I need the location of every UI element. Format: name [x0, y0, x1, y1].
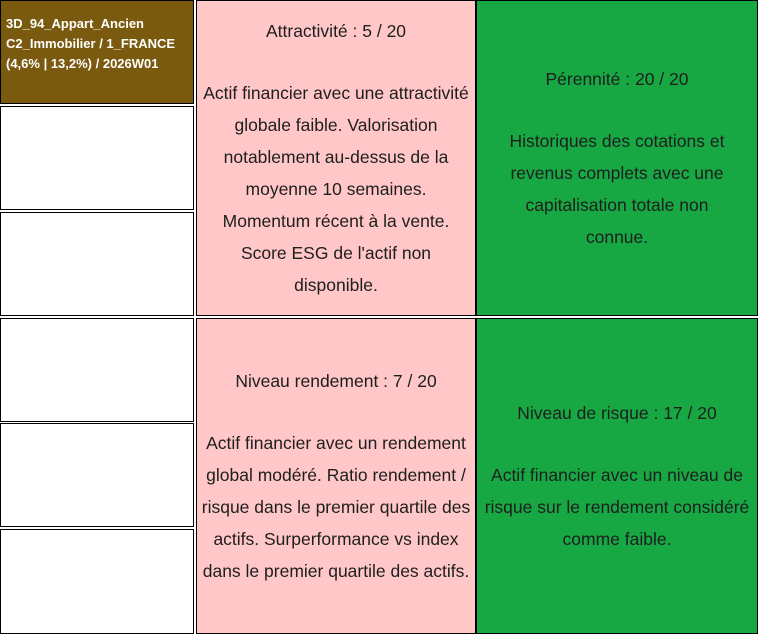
perennite-text: Historiques des cotations et revenus complets avec une capitalisation totale non connue. — [509, 131, 725, 247]
attractivite-cell — [196, 0, 476, 316]
risque-heading: Niveau de risque : 17 / 20 — [517, 403, 717, 423]
rendement-heading: Niveau rendement : 7 / 20 — [235, 371, 437, 391]
perennite-heading: Pérennité : 20 / 20 — [545, 69, 689, 89]
perennite-cell — [476, 0, 758, 316]
rendement-cell — [196, 318, 476, 634]
blank-cell — [0, 212, 194, 316]
blank-cell — [0, 106, 194, 210]
asset-title-block — [0, 0, 194, 104]
asset-title-line-3: (4,6% | 13,2%) / 2026W01 — [6, 56, 159, 71]
risque-text: Actif financier avec un niveau de risque sur le rendement considéré comme faible. — [484, 465, 750, 549]
asset-title-line-1: 3D_94_Appart_Ancien — [6, 16, 144, 31]
blank-cell — [0, 529, 194, 634]
blank-cell — [0, 423, 194, 527]
attractivite-heading: Attractivité : 5 / 20 — [265, 21, 407, 41]
blank-cell — [0, 318, 194, 422]
asset-title-line-2: C2_Immobilier / 1_FRANCE — [6, 36, 176, 51]
risque-cell — [476, 318, 758, 634]
attractivite-text: Actif financier avec une attractivité globale faible. Valorisation notablement au-dessus de la moyenne 10 semaines. Momentum récent à la vente. Score ESG de l'actif non disponible. — [203, 83, 469, 295]
rendement-text: Actif financier avec un rendement global modéré. Ratio rendement / risque dans le premier quartile des actifs. Surperformance vs index dans le premier quartile des actifs. — [201, 433, 471, 581]
